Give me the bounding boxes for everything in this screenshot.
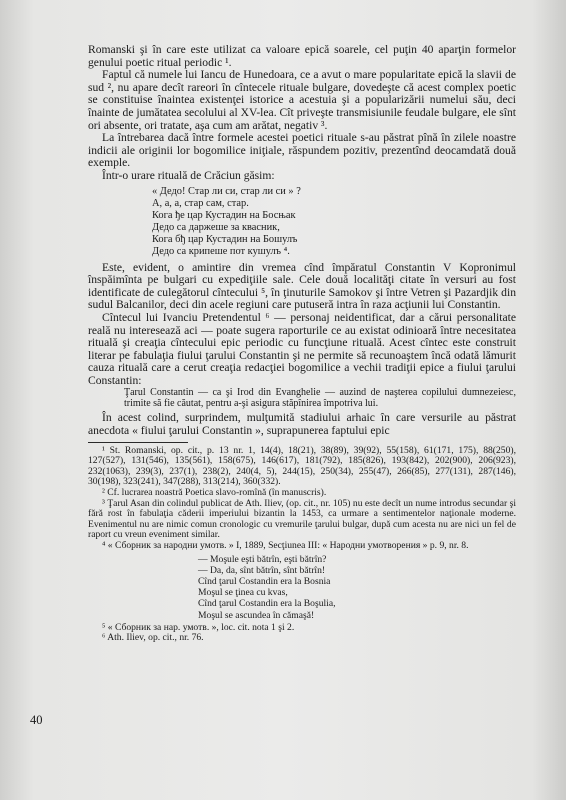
verse-line: « Дедо! Стар ли си, стар ли си » ? <box>152 185 301 197</box>
footnote-1: ¹ St. Romanski, op. cit., p. 13 nr. 1, 14(4), 18(21), 38(89), 39(92), 55(158), 61(171, 175), 88(250), 127(527), 131(546), 135(561), 158(675), 146(617), 181(792), 185(826), 193(842), 202(900), 206(923), 232(1063), 239(3), 237(1), 238(2), 240(4, 5), 244(15), 250(34), 255(47), 266(85), 277(131), 287(146), 30(198), 323(241), 347(288), 313(214), 360(332). <box>88 444 516 488</box>
footnote-verse-line: Moşul se ascundea în cămaşă! <box>198 609 315 621</box>
block-quote: Ţarul Constantin — ca şi Irod din Evanghelie — auzind de naşterea copilului dumnezeiesc, trimite să fie căutat, pentru a-şi asigura stăpînirea împotriva lui. <box>124 387 516 410</box>
footnote-2: ² Cf. lucrarea noastră Poetica slavo-romînă (în manuscris). <box>102 487 327 499</box>
footnote-verse-line: — Moşule eşti bătrîn, eşti bătrîn? <box>198 553 327 565</box>
page-number: 40 <box>30 713 43 727</box>
verse-line: А, а, а, стар сам, стар. <box>152 197 249 209</box>
paragraph-1: Romanski şi în care este utilizat ca valoare epică soarele, cel puţin 40 aparţin formelor genului poetic ritual periodic ¹. <box>88 43 516 69</box>
paragraph-2: Faptul că numele lui Iancu de Hunedoara, ce a avut o mare popularitate epică la slavii de sud ², nu apare decît rareori în cîntecele rituale bulgare, dovedeşte că acest complex poetic se constituise înaintea existenţei istorice a acestuia şi a popularizării numelui său, deci înainte de jumătatea secolului al XV-lea. Cît priveşte transmisiunile feudale bulgare, ele sînt ori absente, ori tratate, aşa cum am arătat, negativ ³. <box>88 68 516 132</box>
footnote-6: ⁶ Ath. Iliev, op. cit., nr. 76. <box>102 632 204 644</box>
footnote-verse <box>198 554 516 621</box>
paragraph-6: Cîntecul lui Ivanciu Pretendentul ⁶ — personaj neidentificat, dar a cărui personalitate reală nu interesează aci — poate sugera raporturile ce au existat odinioară între necesitatea rituală şi creaţia cîntecului epic periodic cu funcţiune rituală. Acest cîntec este construit literar pe fabulaţia fiului ţarului Constantin şi ne permite să recunoaştem încă odată lămurit cauza rituală care a cerut creaţia redacţiei bogomilice a vechii tradiţii epice a fiului ţarului Constantin: <box>88 310 516 387</box>
paragraph-7: În acest colind, surprindem, mulţumită stadiului arhaic în care versurile au păstrat anecdota « fiului ţarului Constantin », suprapunerea faptului epic <box>88 411 516 438</box>
body-text <box>88 44 516 438</box>
verse-line: Кога бђ цар Кустадин на Бошулъ <box>152 233 298 245</box>
cyrillic-verse <box>152 186 516 258</box>
paragraph-3: La întrebarea dacă între formele acestei poetici rituale s-au păstrat pînă în zilele noastre indicii ale originii lor bogomilice iniţiale, răspundem pozitiv, prezentînd deocamdată două exemple. <box>88 131 516 170</box>
verse-line: Кога ђе цар Кустадин на Босњак <box>152 209 296 221</box>
footnote-4: ⁴ « Сборник за народни умотв. » I, 1889, Secţiunea III: « Народни умотворения » p. 9, nr. 8. <box>102 540 469 551</box>
footnote-3: ³ Ţarul Asan din colindul publicat de Ath. Iliev, (op. cit., nr. 105) nu este decît un nume introdus secundar şi fără rost în fabulaţia căderii imperiului bizantin la 1453, ca urmare a sentimentelor naţionale moderne. Evenimentul nu are nimic comun cronologic cu vremurile ţarului bulgar, după cum acesta nu are nici un fel de raport cu vreun eveniment similar. <box>88 497 516 541</box>
footnote-verse-line: — Da, da, sînt bătrîn, sînt bătrîn! <box>198 564 326 576</box>
footnotes <box>88 446 516 644</box>
footnote-verse-line: Cînd ţarul Costandin era la Boşulia, <box>198 598 336 610</box>
footnote-verse-line: Cînd ţarul Costandin era la Bosnia <box>198 576 331 587</box>
footnote-verse-line: Moşul se ţinea cu kvas, <box>198 587 288 599</box>
verse-line: Дедо са даржеше за квасник, <box>152 221 280 233</box>
footnote-5: ⁵ « Сборник за нар. умотв. », loc. cit. nota 1 şi 2. <box>102 621 295 633</box>
footnote-separator <box>88 442 188 443</box>
paragraph-5: Este, evident, o amintire din vremea cînd împăratul Constantin V Kopronimul înspăimînta pe bulgari cu expediţiile sale. Cele două localităţi citate în versuri au fost identificate de culegătorul cîntecului ⁵, în ţinuturile Samokov şi între Vetren şi Pazardjik din sudul Balcanilor, deci din acele regiuni care putuseră intra în raza acţiunii lui Constantin. <box>88 260 516 312</box>
verse-line: Дедо са крипеше пот кушулъ ⁴. <box>152 245 290 257</box>
paragraph-4: Într-o urare rituală de Crăciun găsim: <box>102 168 275 182</box>
